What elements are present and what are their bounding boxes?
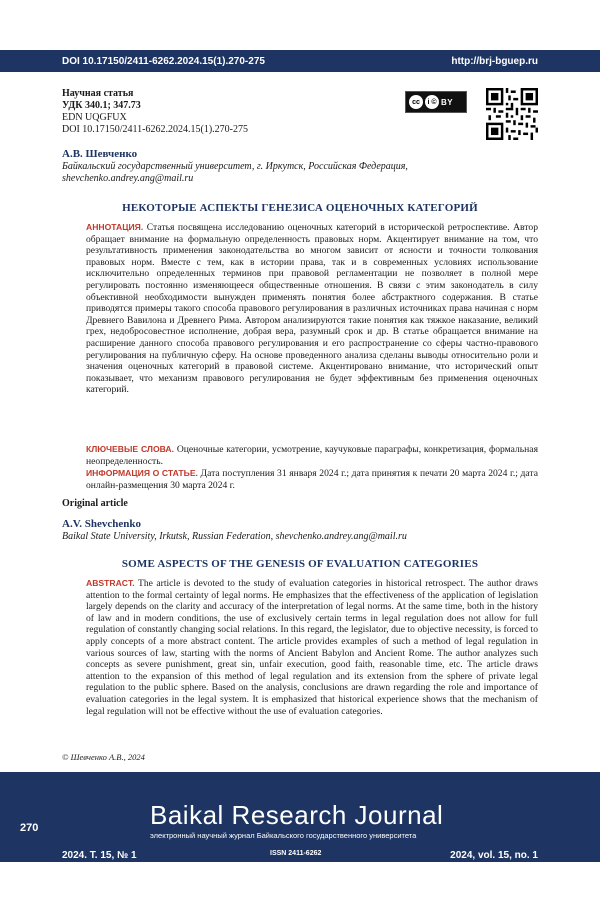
title-en: SOME ASPECTS OF THE GENESIS OF EVALUATION CATEGORIES — [121, 558, 479, 570]
author-ru: А.В. Шевченко — [62, 148, 138, 160]
keywords-ru — [86, 444, 538, 467]
email-ru[interactable]: shevchenko.andrey.ang@mail.ru — [62, 173, 194, 184]
info-ru — [86, 468, 538, 491]
abstract-ru — [86, 222, 538, 396]
article-type: Научная статья — [62, 88, 134, 99]
article-type-en: Original article — [62, 498, 128, 509]
attribution-icon: i © — [425, 95, 439, 109]
abstract-en-text: The article is devoted to the study of evaluation categories in historical retrospect. The author draws attention to the formal certainty of legal norms. He emphasizes that the effectiveness of the application of legislation largely depends on the clarity and accuracy of the interpretation of legal norms. At the same time, both in the history of law and in modern conditions, the use of exclusively certain terms in legal regulation does not allow for full regulation of constantly changing social relations. In this regard, the legislator, due to objective necessity, is forced to apply concepts of a more abstract content. The article provides examples of such a method of legal regulation in various sources of law, starting with the norms of Ancient Babylon and Ancient Rome. The author analyzes such concepts as severe punishment, great sin, unfair execution, good faith, reasonable time, etc. The article draws attention to the expansion of this method of legal regulation and its extension from the sphere of private legal regulation to the public sphere. Based on the analysis, conclusions are drawn regarding the role and importance of evaluation categories in the legal system. It is emphasized that historical experience shows that the mechanism of legal regulation will not be effective without the use of evaluation categories. — [86, 578, 538, 717]
affiliation-en: Baikal State University, Irkutsk, Russian Federation, shevchenko.andrey.ang@mail.ru — [62, 531, 407, 542]
page-number: 270 — [20, 822, 39, 834]
header-doi: DOI 10.17150/2411-6262.2024.15(1).270-275 — [62, 55, 265, 67]
udk: УДК 340.1; 347.73 — [62, 100, 141, 111]
journal-name: Baikal Research Journal — [150, 800, 444, 830]
header-bar — [0, 50, 600, 72]
header-url[interactable]: http://brj-bguep.ru — [451, 55, 538, 67]
abstract-ru-text: Статья посвящена исследованию оценочных категорий в исторической ретроспективе. Автор обращает внимание на формальную определенность правовых норм. Акцентирует внимание на том, что результативность применения законодательства во многом зависит от ясности и точности толкования правовых норм. Вместе с тем, как в истории права, так и в современных условиях использование исключительно определенных терминов при правовой регламентации не позволяет в полной мере регулировать постоянно изменяющееся общественные отношения. В связи с этим законодатель в силу объективной необходимости вынужден применять понятия более абстрактного содержания. В статье приводятся примеры такого способа правового регулирования в различных источниках права начиная с норм Древнего Вавилона и Древнего Рима. Автором анализируются такие понятия как тяжкое наказание, великий грех, недобросовестное исполнение, добрая вера, разумный срок и др. В статье обращается внимание на расширение данного способа правового регулирования и его распространение со сферы частно-правового регулирования на публичную сферу. На основе проведенного анализа сделаны выводы относительно роли и значения оценочных категорий в правовой системе. Акцентировано внимание, что исторический опыт показывает, что механизм правового регулирования не будет эффективным без применения оценочных категорий. — [86, 222, 538, 396]
abstract-en — [86, 578, 538, 717]
footer — [0, 772, 600, 862]
article-doi: DOI 10.17150/2411-6262.2024.15(1).270-275 — [62, 124, 249, 135]
qr-code-icon — [486, 88, 538, 140]
author-en: A.V. Shevchenko — [62, 518, 141, 530]
info-ru-label: ИНФОРМАЦИЯ О СТАТЬЕ. — [86, 468, 198, 478]
title-ru: НЕКОТОРЫЕ АСПЕКТЫ ГЕНЕЗИСА ОЦЕНОЧНЫХ КАТЕГОРИЙ — [122, 202, 478, 214]
keywords-ru-text: Оценочные категории, усмотрение, каучуковые параграфы, конкретизация, формальная неопределенность. — [86, 444, 538, 467]
abstract-en-label: ABSTRACT. — [86, 578, 135, 588]
journal-subtitle: электронный научный журнал Байкальского государственного университета — [150, 831, 417, 840]
article-meta — [62, 88, 248, 136]
affiliation-ru-text: Байкальский государственный университет, г. Иркутск, Российская Федерация, — [62, 161, 408, 172]
abstract-ru-label: АННОТАЦИЯ. — [86, 222, 144, 232]
info-ru-text: Дата поступления 31 января 2024 г.; дата принятия к печати 20 марта 2024 г.; дата онлайн-размещения 30 марта 2024 г. — [86, 468, 539, 491]
issn: ISSN 2411-6262 — [270, 850, 322, 857]
issue-ru: 2024. Т. 15, № 1 — [62, 850, 137, 861]
keywords-ru-label: КЛЮЧЕВЫЕ СЛОВА. — [86, 444, 175, 454]
affiliation-ru — [62, 161, 542, 185]
issue-en: 2024, vol. 15, no. 1 — [450, 850, 538, 861]
cc-license-badge[interactable] — [405, 91, 467, 113]
cc-icon: cc — [409, 95, 423, 109]
copyright: © Шевченко А.В., 2024 — [62, 752, 145, 762]
edn: EDN UQGFUX — [62, 112, 127, 123]
cc-by-label: BY — [441, 97, 454, 107]
